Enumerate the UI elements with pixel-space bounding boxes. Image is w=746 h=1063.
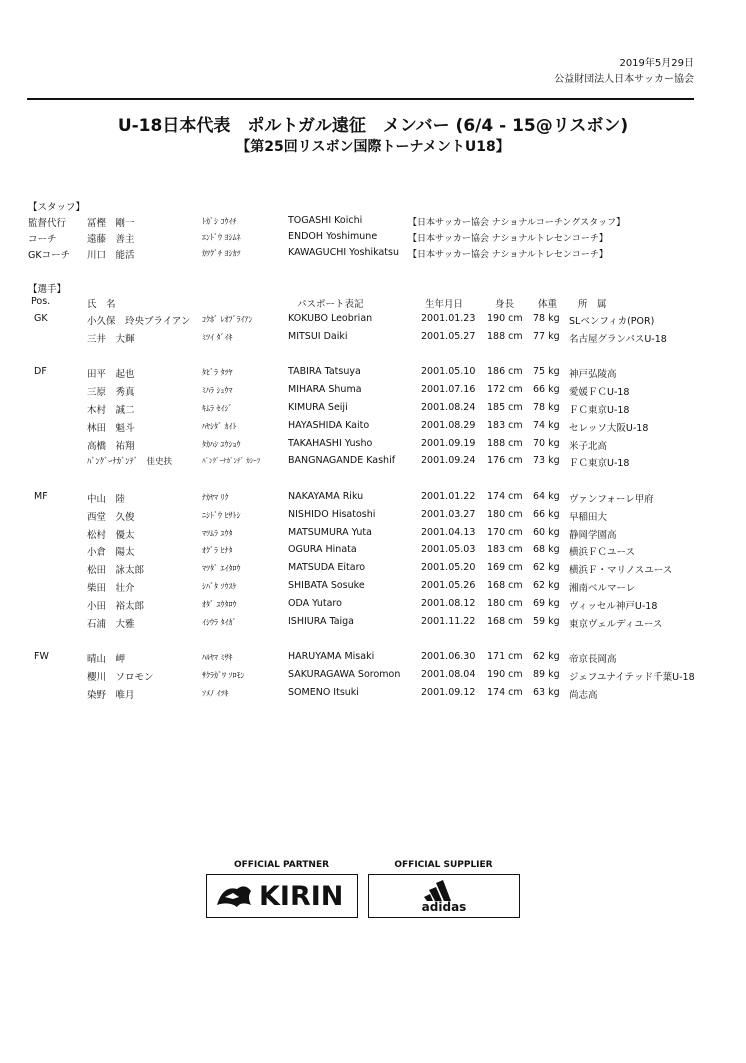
staff-role: 監督代行 [28, 218, 67, 229]
player-kana: ﾐﾊﾗ ｼｭｳﾏ [202, 386, 233, 395]
player-club: ヴァンフォーレ甲府 [569, 494, 654, 505]
player-weight: 60 kg [533, 527, 560, 538]
player-kana: ﾊﾔｼﾀﾞ ｶｲﾄ [202, 422, 237, 431]
player-club: 横浜ＦＣユース [569, 547, 636, 558]
player-height: 188 cm [487, 438, 523, 449]
player-passport-name: MITSUI Daiki [288, 331, 348, 342]
player-name: 松村 優太 [87, 530, 135, 541]
player-kana: ﾊﾞﾝｸﾞｰﾅｶﾞﾝﾃﾞ ｶｼｰﾌ [202, 457, 261, 465]
player-dob: 2001.05.26 [421, 580, 476, 591]
player-name: 西堂 久俊 [87, 512, 135, 523]
player-club: 尚志高 [569, 690, 598, 701]
player-dob: 2001.05.27 [421, 331, 476, 342]
player-club: 早稲田大 [569, 512, 608, 523]
player-kana: ｵﾀﾞ ﾕｳﾀﾛｳ [202, 600, 237, 609]
player-club: 東京ヴェルディユース [569, 619, 663, 630]
player-dob: 2001.03.27 [421, 509, 476, 520]
player-club: 神戸弘陵高 [569, 369, 617, 380]
player-weight: 70 kg [533, 438, 560, 449]
player-weight: 62 kg [533, 562, 560, 573]
player-dob: 2001.09.19 [421, 438, 476, 449]
player-dob: 2001.07.16 [421, 384, 476, 395]
player-club: 横浜Ｆ・マリノスユース [569, 565, 673, 576]
player-club: セレッソ大阪U-18 [569, 423, 649, 434]
player-passport-name: KIMURA Seiji [288, 402, 348, 413]
player-passport-name: HAYASHIDA Kaito [288, 420, 370, 431]
player-name: 染野 唯月 [87, 690, 135, 701]
player-club: 静岡学園高 [569, 530, 617, 541]
player-name: 三井 大輝 [87, 334, 135, 345]
player-weight: 74 kg [533, 420, 560, 431]
player-kana: ｿﾒﾉ ｲﾂｷ [202, 689, 229, 698]
player-kana: ｷﾑﾗ ｾｲｼﾞ [202, 404, 233, 413]
col-weight: 体重 [538, 299, 558, 310]
position-label: FW [34, 651, 49, 663]
player-weight: 66 kg [533, 509, 560, 520]
player-name: 小久保 玲央ブライアン [87, 316, 191, 327]
player-weight: 73 kg [533, 455, 560, 466]
player-passport-name: TAKAHASHI Yusho [288, 438, 373, 449]
player-dob: 2001.08.24 [421, 402, 476, 413]
player-kana: ﾐﾂｲ ﾀﾞｲｷ [202, 333, 233, 342]
staff-name: 遠藤 善主 [87, 234, 135, 245]
col-dob: 生年月日 [425, 299, 464, 310]
player-dob: 2001.08.04 [421, 669, 476, 680]
page-title: U-18日本代表 ポルトガル遠征 メンバー (6/4 - 15@リスボン) [117, 116, 629, 136]
player-kana: ﾅｶﾔﾏ ﾘｸ [202, 493, 229, 502]
player-weight: 68 kg [533, 544, 560, 555]
staff-name: 川口 能活 [87, 250, 135, 261]
partner-caption: OFFICIAL PARTNER [233, 860, 330, 870]
player-kana: ﾆｼﾄﾞｳ ﾋｻﾄｼ [202, 511, 241, 520]
adidas-logo [368, 874, 520, 918]
staff-affiliation: 【日本サッカー協会 ナショナルコーチングスタッフ】 [408, 218, 626, 228]
player-passport-name: BANGNAGANDE Kashif [288, 455, 396, 466]
player-dob: 2001.05.03 [421, 544, 476, 555]
player-dob: 2001.04.13 [421, 527, 476, 538]
player-height: 170 cm [487, 527, 523, 538]
player-height: 176 cm [487, 455, 523, 466]
player-kana: ﾀﾋﾞﾗ ﾀﾂﾔ [202, 368, 233, 377]
player-height: 190 cm [487, 669, 523, 680]
player-kana: ｺｸﾎﾞ ﾚｵﾌﾞﾗｲｱﾝ [202, 315, 253, 324]
player-height: 169 cm [487, 562, 523, 573]
col-passport: パスポート表記 [297, 299, 364, 310]
player-passport-name: ISHIURA Taiga [288, 616, 355, 627]
player-passport-name: MIHARA Shuma [288, 384, 362, 395]
player-dob: 2001.08.29 [421, 420, 476, 431]
player-name: 柴田 壮介 [87, 583, 135, 594]
player-weight: 77 kg [533, 331, 560, 342]
player-club: ヴィッセル神戸U-18 [569, 601, 658, 612]
page-subtitle: 【第25回リスボン国際トーナメントU18】 [236, 139, 510, 155]
player-name: 小田 裕太郎 [87, 601, 145, 612]
player-club: SLベンフィカ(POR) [569, 316, 655, 327]
position-label: GK [34, 313, 48, 324]
player-name: 石浦 大雅 [87, 619, 135, 630]
staff-kana: ｶﾜｸﾞﾁ ﾖｼｶﾂ [202, 249, 241, 258]
staff-role: コーチ [28, 234, 57, 245]
sponsor-logos [204, 860, 524, 920]
position-label: DF [34, 366, 47, 378]
player-kana: ﾏﾂﾑﾗ ﾕｳﾀ [202, 529, 233, 538]
player-height: 174 cm [487, 491, 523, 502]
player-club: 愛媛ＦＣU-18 [569, 387, 630, 398]
player-height: 183 cm [487, 420, 523, 431]
staff-affiliation: 【日本サッカー協会 ナショナルトレセンコーチ】 [408, 234, 608, 244]
col-pos: Pos. [31, 296, 51, 307]
player-name: 木村 誠二 [87, 405, 135, 416]
player-weight: 89 kg [533, 669, 560, 680]
player-dob: 2001.11.22 [421, 616, 476, 627]
player-dob: 2001.05.10 [421, 366, 476, 377]
player-weight: 78 kg [533, 313, 560, 324]
position-label: MF [34, 491, 48, 502]
player-height: 185 cm [487, 402, 523, 413]
player-kana: ﾀｶﾊｼ ﾕｳｼｮｳ [202, 440, 241, 449]
player-height: 180 cm [487, 598, 523, 609]
player-club: 名古屋グランパスU-18 [569, 334, 667, 345]
col-name: 氏 名 [87, 299, 116, 310]
player-passport-name: OGURA Hinata [288, 544, 357, 555]
player-kana: ｵｸﾞﾗ ﾋﾅﾀ [202, 546, 233, 555]
staff-role: GKコーチ [28, 250, 71, 261]
player-club: ＦＣ東京U-18 [569, 405, 630, 416]
player-club: ＦＣ東京U-18 [569, 458, 630, 469]
staff-name: 冨樫 剛一 [87, 218, 135, 229]
staff-affiliation: 【日本サッカー協会 ナショナルトレセンコーチ】 [408, 250, 608, 260]
col-club: 所 属 [578, 299, 607, 310]
player-passport-name: NAKAYAMA Riku [288, 491, 364, 502]
organization-name: 公益財団法人日本サッカー協会 [554, 74, 694, 85]
players-heading: 【選手】 [28, 284, 67, 295]
player-height: 188 cm [487, 331, 523, 342]
player-name: 晴山 岬 [87, 654, 126, 665]
player-weight: 63 kg [533, 687, 560, 698]
player-height: 171 cm [487, 651, 523, 662]
staff-latin: KAWAGUCHI Yoshikatsu [288, 247, 399, 258]
player-club: ジェフユナイテッド千葉U-18 [569, 672, 695, 683]
player-kana: ｲｼｳﾗ ﾀｲｶﾞ [202, 618, 237, 627]
player-height: 183 cm [487, 544, 523, 555]
player-club: 湘南ベルマーレ [569, 583, 636, 594]
player-dob: 2001.08.12 [421, 598, 476, 609]
col-height: 身長 [495, 299, 515, 310]
player-passport-name: NISHIDO Hisatoshi [288, 509, 376, 520]
player-name: ﾊﾞﾝｸﾞｰﾅｶﾞﾝﾃﾞ 佳史扶 [87, 457, 173, 467]
player-kana: ﾏﾂﾀﾞ ｴｲﾀﾛｳ [202, 564, 241, 573]
staff-heading: 【スタッフ】 [28, 202, 86, 213]
player-passport-name: HARUYAMA Misaki [288, 651, 375, 662]
player-weight: 64 kg [533, 491, 560, 502]
player-passport-name: SHIBATA Sosuke [288, 580, 365, 591]
player-dob: 2001.01.22 [421, 491, 476, 502]
player-kana: ｻｸﾗｶﾞﾜ ｿﾛﾓﾝ [202, 671, 245, 680]
player-weight: 78 kg [533, 402, 560, 413]
player-name: 松田 詠太郎 [87, 565, 145, 576]
player-weight: 62 kg [533, 580, 560, 591]
player-dob: 2001.09.24 [421, 455, 476, 466]
player-passport-name: ODA Yutaro [288, 598, 342, 609]
player-passport-name: SOMENO Itsuki [288, 687, 359, 698]
player-name: 三原 秀真 [87, 387, 135, 398]
player-kana: ﾊﾙﾔﾏ ﾐｻｷ [202, 653, 233, 662]
kirin-wordmark: KIRIN [259, 881, 344, 912]
player-height: 180 cm [487, 509, 523, 520]
player-name: 高橋 祐翔 [87, 441, 135, 452]
player-height: 186 cm [487, 366, 523, 377]
player-passport-name: SAKURAGAWA Soromon [288, 669, 401, 680]
player-name: 櫻川 ソロモン [87, 672, 154, 683]
player-dob: 2001.01.23 [421, 313, 476, 324]
player-weight: 75 kg [533, 366, 560, 377]
player-name: 田平 起也 [87, 369, 135, 380]
player-club: 米子北高 [569, 441, 608, 452]
player-height: 168 cm [487, 616, 523, 627]
player-kana: ｼﾊﾞﾀ ｿｳｽｹ [202, 582, 237, 591]
player-dob: 2001.09.12 [421, 687, 476, 698]
staff-kana: ﾄｶﾞｼ ｺｳｲﾁ [202, 217, 237, 226]
kirin-logo [206, 874, 358, 918]
player-height: 190 cm [487, 313, 523, 324]
player-dob: 2001.06.30 [421, 651, 476, 662]
staff-latin: TOGASHI Koichi [288, 215, 363, 226]
player-passport-name: MATSUMURA Yuta [288, 527, 372, 538]
player-weight: 66 kg [533, 384, 560, 395]
document-date: 2019年5月29日 [619, 58, 694, 69]
player-weight: 59 kg [533, 616, 560, 627]
player-height: 172 cm [487, 384, 523, 395]
player-dob: 2001.05.20 [421, 562, 476, 573]
player-passport-name: TABIRA Tatsuya [288, 366, 361, 377]
player-passport-name: MATSUDA Eitaro [288, 562, 366, 573]
player-weight: 62 kg [533, 651, 560, 662]
player-name: 林田 魁斗 [87, 423, 135, 434]
player-height: 174 cm [487, 687, 523, 698]
staff-kana: ｴﾝﾄﾞｳ ﾖｼﾑﾈ [202, 233, 241, 242]
header-rule [27, 98, 694, 100]
player-weight: 69 kg [533, 598, 560, 609]
adidas-wordmark: adidas [421, 900, 467, 914]
staff-latin: ENDOH Yoshimune [288, 231, 378, 242]
player-name: 小倉 陽太 [87, 547, 135, 558]
player-club: 帝京長岡高 [569, 654, 617, 665]
player-height: 168 cm [487, 580, 523, 591]
player-name: 中山 陸 [87, 494, 126, 505]
supplier-caption: OFFICIAL SUPPLIER [394, 860, 493, 870]
player-passport-name: KOKUBO Leobrian [288, 313, 373, 324]
